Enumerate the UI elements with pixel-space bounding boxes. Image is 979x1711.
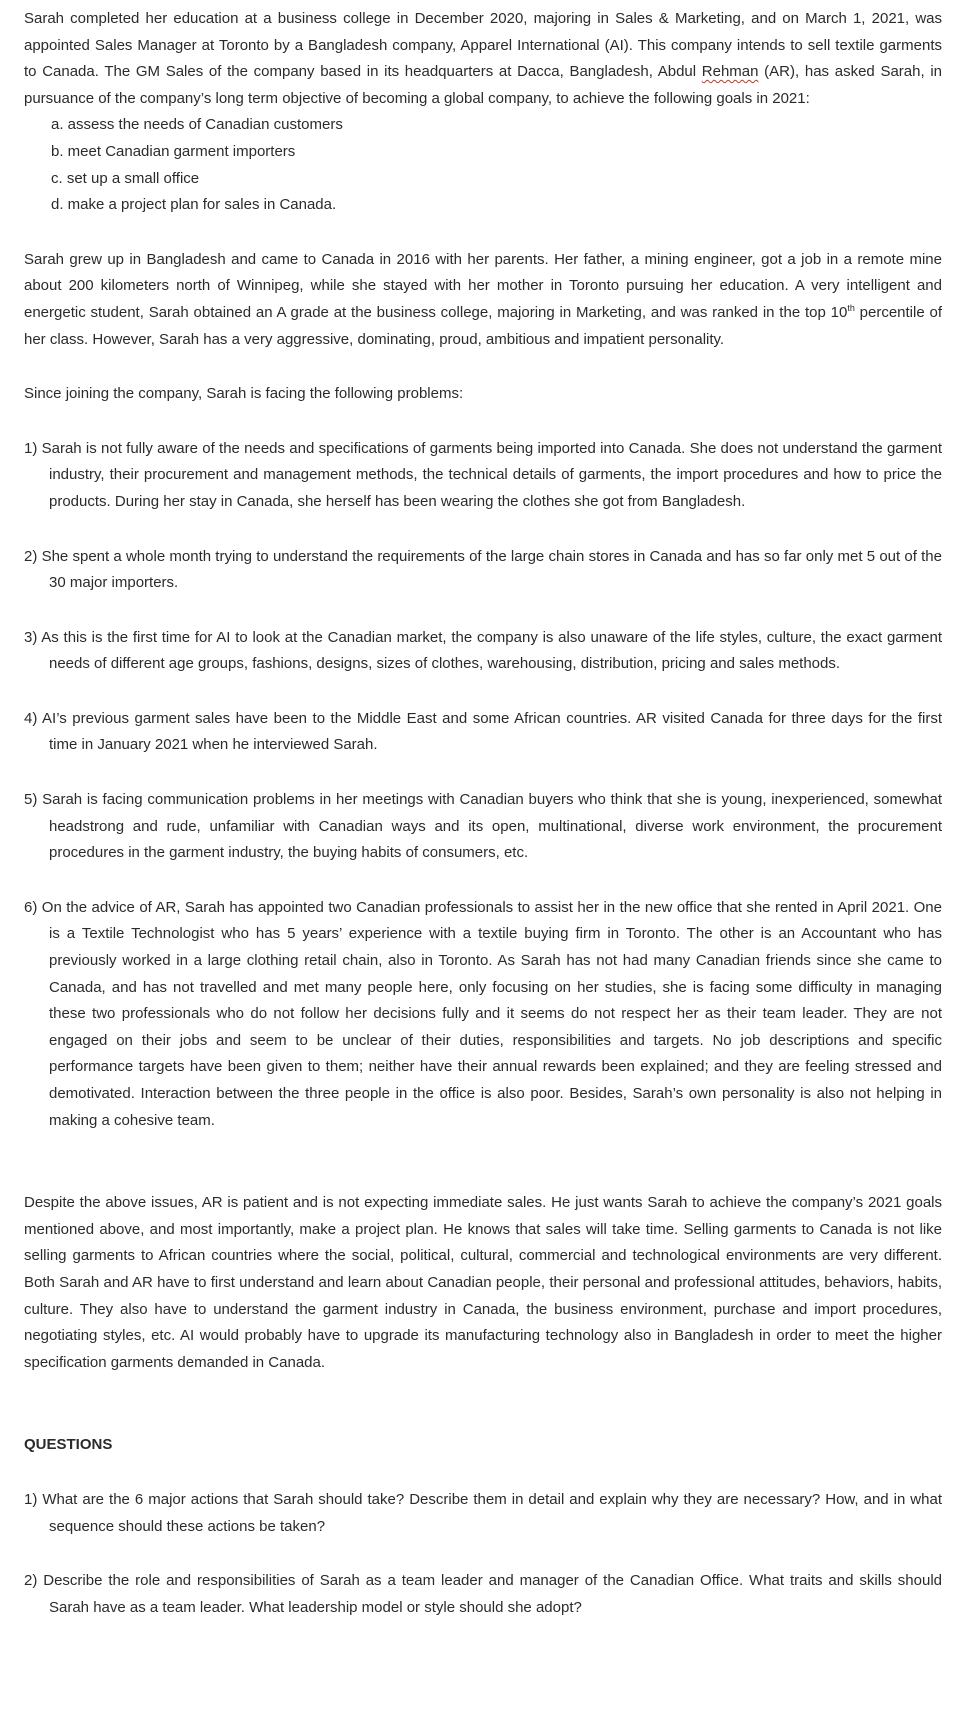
- problem-item: 4) AI’s previous garment sales have been to the Middle East and some African countries. AR visited Canada for three days for the first time in January 2021 when he interviewed Sarah.: [24, 709, 942, 754]
- intro-paragraph: [24, 6, 942, 112]
- problems-intro: Since joining the company, Sarah is facing the following problems:: [24, 385, 464, 403]
- intro-text-part-1: Sarah completed her education at a business college in December 2020, majoring in Sales & Marketing, and on March 1, 2021, was appointed Sales Manager at Toronto by a Bangladesh company, Apparel International (AI). This company intends to sell textile garments to Canada. The GM Sales of the company based in its headquarters at Dacca, Bangladesh, Abdul: [24, 10, 942, 81]
- goal-item: b. meet Canadian garment importers: [51, 142, 296, 160]
- background-text-part-2: percentile of her class. However, Sarah has a very aggressive, dominating, proud, ambitious and impatient personality.: [24, 303, 942, 348]
- case-study-document: [24, 6, 942, 1621]
- goal-item: a. assess the needs of Canadian customers: [51, 116, 343, 134]
- background-text-part-1: Sarah grew up in Bangladesh and came to Canada in 2016 with her parents. Her father, a mining engineer, got a job in a remote mine about 200 kilometers north of Winnipeg, while she stayed with her mother in Toronto pursuing her education. A very intelligent and energetic student, Sarah obtained an A grade at the business college, majoring in Marketing, and was ranked in the top 10: [24, 250, 942, 321]
- question-item: 2) Describe the role and responsibilities of Sarah as a team leader and manager of the Canadian Office. What traits and skills should Sarah have as a team leader. What leadership model or style should she adopt?: [24, 1572, 942, 1616]
- question-item: 1) What are the 6 major actions that Sarah should take? Describe them in detail and explain why they are necessary? How, and in what sequence should these actions be taken?: [24, 1490, 942, 1535]
- questions-heading: QUESTIONS: [24, 1436, 113, 1454]
- ordinal-superscript: th: [847, 302, 855, 313]
- goal-item: d. make a project plan for sales in Canada.: [51, 196, 337, 214]
- spellcheck-flagged-word[interactable]: Rehman: [701, 63, 759, 81]
- problem-item: 1) Sarah is not fully aware of the needs and specifications of garments being imported into Canada. She does not understand the garment industry, their procurement and management methods, the technical details of garments, the import procedures and how to price the products. During her stay in Canada, she herself has been wearing the clothes she got from Bangladesh.: [24, 439, 942, 510]
- background-paragraph: [24, 247, 942, 353]
- intro-text-part-2: (AR), has asked Sarah, in pursuance of the company’s long term objective of becoming a global company, to achieve the following goals in 2021:: [24, 63, 942, 107]
- problem-item: 2) She spent a whole month trying to understand the requirements of the large chain stores in Canada and has so far only met 5 out of the 30 major importers.: [24, 547, 942, 592]
- problem-item: 5) Sarah is facing communication problems in her meetings with Canadian buyers who think that she is young, inexperienced, somewhat headstrong and rude, unfamiliar with Canadian ways and its open, multinational, diverse work environment, the procurement procedures in the garment industry, the buying habits of consumers, etc.: [24, 791, 942, 862]
- problem-item: 6) On the advice of AR, Sarah has appointed two Canadian professionals to assist her in the new office that she rented in April 2021. One is a Textile Technologist who has 5 years’ experience with a textile buying firm in Toronto. The other is an Accountant who has previously worked in a large clothing retail chain, also in Toronto. As Sarah has not had many Canadian friends since she came to Canada, and has not travelled and met many people here, only focusing on her studies, she is facing some difficulty in managing these two professionals who do not follow her decisions fully and it seems do not respect her as their team leader. They are not engaged on their jobs and seem to be unclear of their duties, responsibilities and targets. No job descriptions and specific performance targets have been given to them; neither have their annual rewards been explained; and they are feeling stressed and demotivated. Interaction between the three people in the office is also poor. Besides, Sarah’s own personality is also not helping in making a cohesive team.: [24, 898, 942, 1129]
- goal-item: c. set up a small office: [51, 169, 200, 187]
- problem-item: 3) As this is the first time for AI to look at the Canadian market, the company is also unaware of the life styles, culture, the exact garment needs of different age groups, fashions, designs, sizes of clothes, warehousing, distribution, pricing and sales methods.: [24, 628, 942, 673]
- goals-list: [24, 112, 942, 218]
- conclusion-paragraph: Despite the above issues, AR is patient and is not expecting immediate sales. He just wants Sarah to achieve the company’s 2021 goals mentioned above, and most importantly, make a project plan. He knows that sales will take time. Selling garments to Canada is not like selling garments to African countries where the social, political, cultural, commercial and technological environments are very different. Both Sarah and AR have to first understand and learn about Canadian people, their personal and professional attitudes, behaviors, habits, culture. They also have to understand the garment industry in Canada, the business environment, purchase and import procedures, negotiating styles, etc. AI would probably have to upgrade its manufacturing technology also in Bangladesh in order to meet the higher specification garments demanded in Canada.: [24, 1194, 942, 1371]
